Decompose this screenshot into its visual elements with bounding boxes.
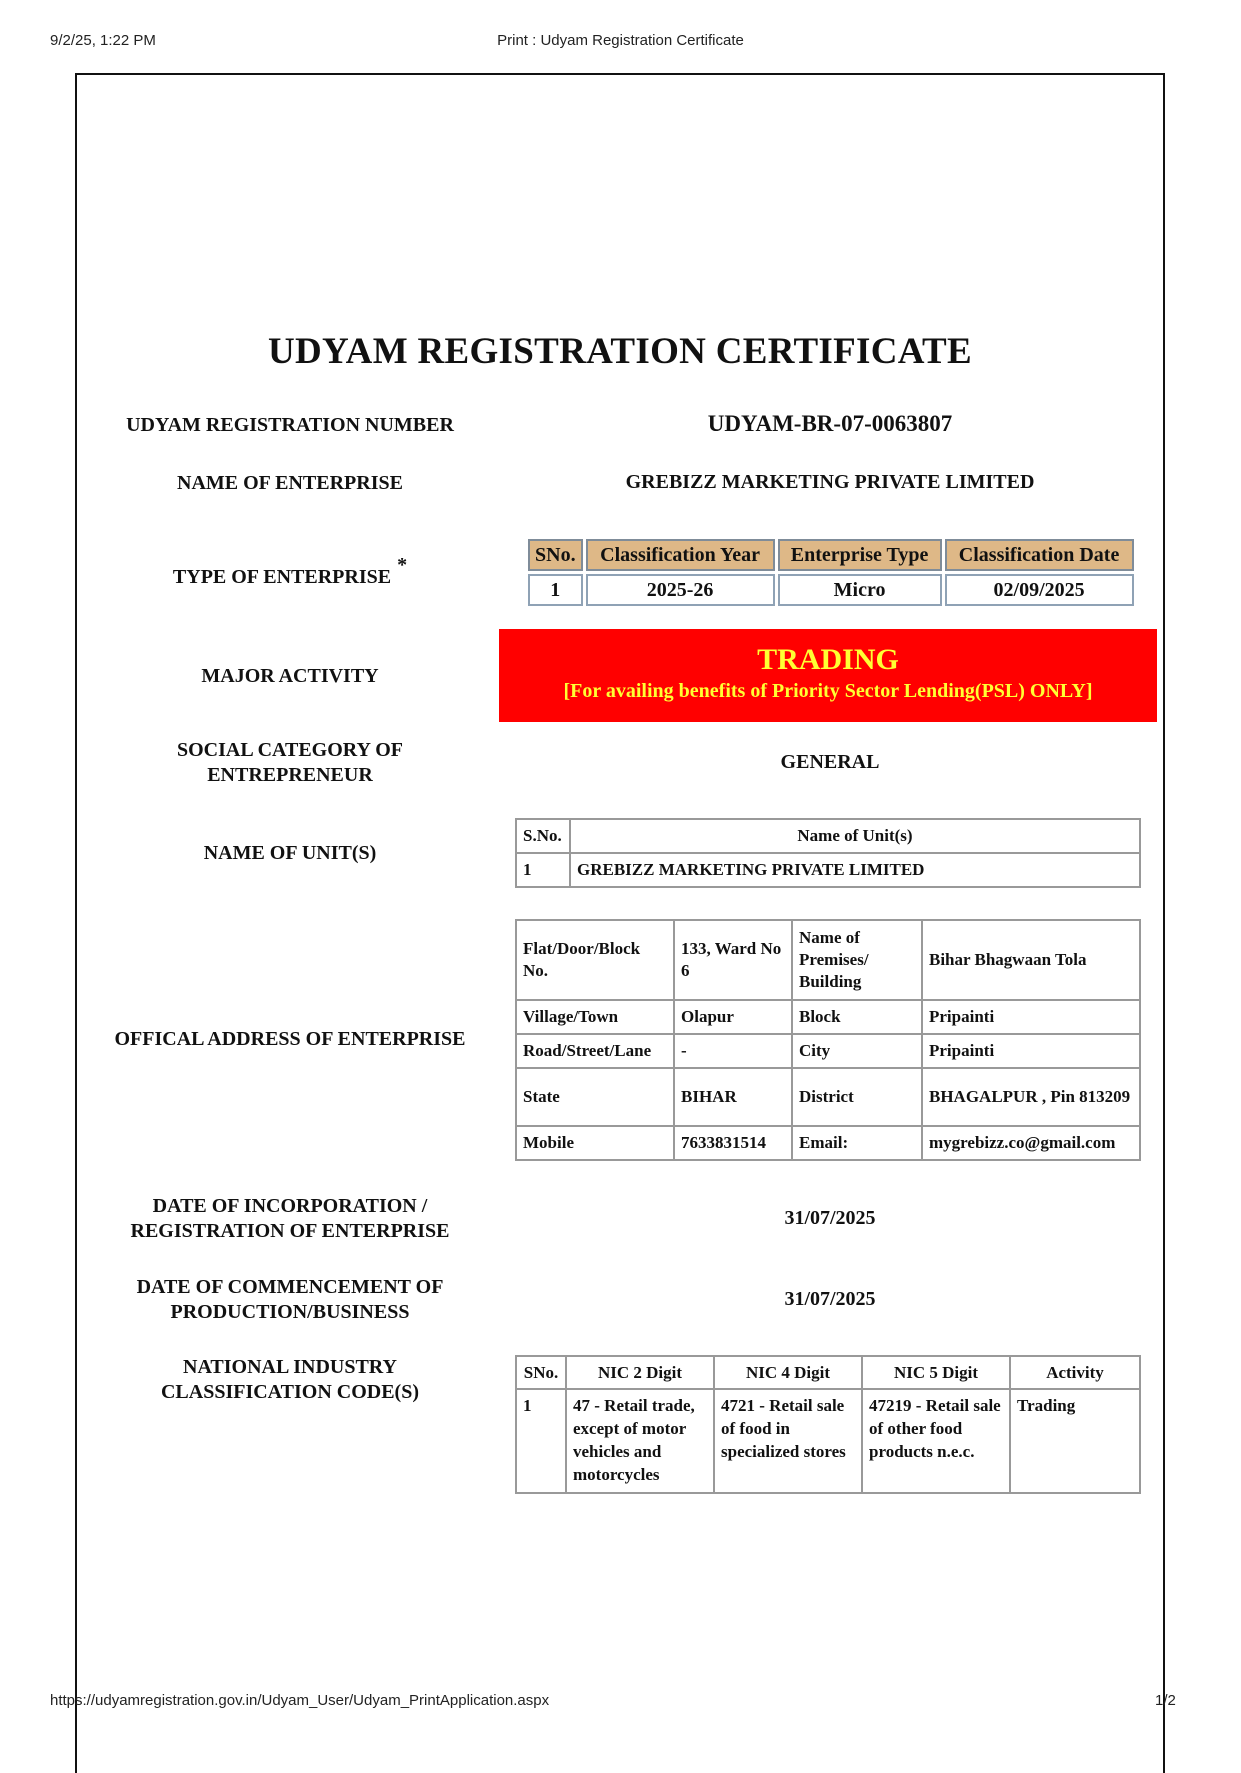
address-field-label: State [516,1068,674,1126]
table-row [516,1126,1140,1160]
address-field-value: BHAGALPUR , Pin 813209 [922,1068,1140,1126]
address-field-label: Mobile [516,1126,674,1160]
cell-nic-2: 47 - Retail trade, except of motor vehicles and motorcycles [566,1389,714,1493]
mobile-value: 7633831514 [674,1126,792,1160]
col-classification-year: Classification Year [586,539,775,571]
incorporation-date-label-line1: DATE OF INCORPORATION / [152,1195,428,1217]
address-field-label: Village/Town [516,1000,674,1034]
units-table [515,818,1141,888]
units-header-row [516,819,1140,853]
commencement-date-label-line2: PRODUCTION/BUSINESS [170,1301,410,1323]
col-sno: S.No. [516,819,570,853]
print-footer-url: https://udyamregistration.gov.in/Udyam_User/Udyam_PrintApplication.aspx [50,1692,550,1709]
commencement-date-value: 31/07/2025 [784,1288,876,1310]
cell-sno: 1 [516,853,570,887]
col-nic-4: NIC 4 Digit [714,1356,862,1389]
address-field-label: Road/Street/Lane [516,1034,674,1068]
col-classification-date: Classification Date [945,539,1134,571]
col-sno: SNo. [516,1356,566,1389]
address-field-value: Olapur [674,1000,792,1034]
registration-number-label: UDYAM REGISTRATION NUMBER [126,414,454,436]
classification-header-row [528,539,1134,571]
major-activity-banner [499,629,1157,722]
cell-enterprise-type: Micro [778,574,942,606]
col-unit-name: Name of Unit(s) [570,819,1140,853]
address-field-value: BIHAR [674,1068,792,1126]
commencement-date-label [90,1275,490,1325]
address-field-label: Name of Premises/ Building [792,920,922,1000]
print-page-title: Print : Udyam Registration Certificate [497,32,744,49]
incorporation-date-label-line2: REGISTRATION OF ENTERPRISE [130,1220,450,1242]
print-page-number: 1/2 [1155,1692,1176,1709]
units-label: NAME OF UNIT(S) [203,842,377,864]
address-field-label: City [792,1034,922,1068]
social-category-label-line2: ENTREPRENEUR [207,764,373,786]
social-category-label [90,738,490,788]
cell-unit-name: GREBIZZ MARKETING PRIVATE LIMITED [570,853,1140,887]
address-field-label: Email: [792,1126,922,1160]
table-row [516,1034,1140,1068]
address-label: OFFICAL ADDRESS OF ENTERPRISE [114,1028,466,1050]
col-sno: SNo. [528,539,583,571]
social-category-value: GENERAL [780,751,880,773]
table-row [528,574,1134,606]
nic-table [515,1355,1141,1494]
nic-label [90,1355,490,1405]
email-value: mygrebizz.co@gmail.com [922,1126,1140,1160]
nic-label-line2: CLASSIFICATION CODE(S) [160,1381,419,1403]
commencement-date-label-line1: DATE OF COMMENCEMENT OF [136,1276,444,1298]
cell-sno: 1 [528,574,583,606]
address-field-value: Pripainti [922,1034,1140,1068]
major-activity-label: MAJOR ACTIVITY [201,665,379,687]
cell-activity: Trading [1010,1389,1140,1493]
col-activity: Activity [1010,1356,1140,1389]
address-field-value: - [674,1034,792,1068]
enterprise-name-label: NAME OF ENTERPRISE [177,472,403,494]
table-row [516,1000,1140,1034]
table-row [516,853,1140,887]
cell-classification-year: 2025-26 [586,574,775,606]
address-field-label: Flat/Door/Block No. [516,920,674,1000]
table-row [516,1389,1140,1493]
incorporation-date-value: 31/07/2025 [784,1207,876,1229]
address-table [515,919,1141,1161]
major-activity-note: [For availing benefits of Priority Sector Lending(PSL) ONLY] [563,680,1093,702]
address-field-value: 133, Ward No 6 [674,920,792,1000]
cell-nic-5: 47219 - Retail sale of other food products n.e.c. [862,1389,1010,1493]
registration-number-value: UDYAM-BR-07-0063807 [707,411,953,436]
cell-sno: 1 [516,1389,566,1493]
social-category-label-line1: SOCIAL CATEGORY OF [177,739,403,761]
incorporation-date-label [90,1194,490,1244]
address-field-label: Block [792,1000,922,1034]
classification-table [525,536,1137,609]
certificate-title: UDYAM REGISTRATION CERTIFICATE [268,331,972,372]
enterprise-name-value: GREBIZZ MARKETING PRIVATE LIMITED [625,471,1035,493]
print-datetime: 9/2/25, 1:22 PM [50,32,156,49]
col-nic-5: NIC 5 Digit [862,1356,1010,1389]
major-activity-value: TRADING [757,643,899,676]
table-row [516,1068,1140,1126]
cell-nic-4: 4721 - Retail sale of food in specialized stores [714,1389,862,1493]
enterprise-type-label-text: TYPE OF ENTERPRISE [172,566,392,588]
nic-label-line1: NATIONAL INDUSTRY [183,1356,397,1378]
col-enterprise-type: Enterprise Type [778,539,942,571]
address-field-label: District [792,1068,922,1126]
address-field-value: Pripainti [922,1000,1140,1034]
cell-classification-date: 02/09/2025 [945,574,1134,606]
enterprise-type-label [90,554,490,590]
col-nic-2: NIC 2 Digit [566,1356,714,1389]
table-row [516,920,1140,1000]
required-asterisk: * [397,554,408,576]
address-field-value: Bihar Bhagwaan Tola [922,920,1140,1000]
nic-header-row [516,1356,1140,1389]
